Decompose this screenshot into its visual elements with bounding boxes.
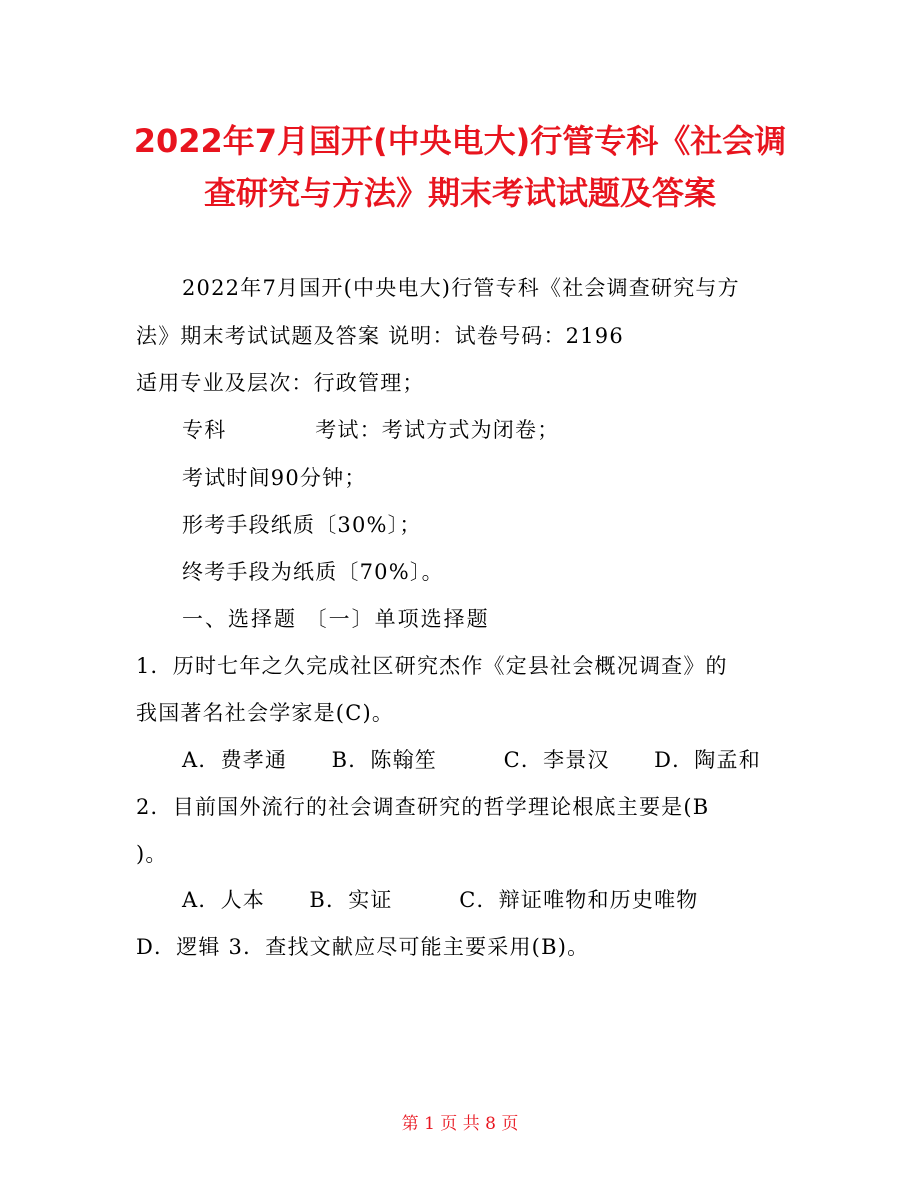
document-title-line-1: 2022年7月国开(中央电大)行管专科《社会调 <box>133 122 787 160</box>
question-2-line-2: )。 <box>136 842 168 866</box>
body-line-exam-time: 考试时间90分钟； <box>182 466 367 490</box>
question-2-line-1: 2．目前国外流行的社会调查研究的哲学理论根底主要是(B <box>136 795 710 819</box>
body-line-exam-mode: 专科 考试：考试方式为闭卷； <box>182 418 560 442</box>
document-title-line-2: 查研究与方法》期末考试试题及答案 <box>203 174 716 212</box>
body-line-major: 适用专业及层次：行政管理； <box>136 371 425 395</box>
body-line-intro-2: 法》期末考试试题及答案 说明：试卷号码：2196 <box>136 324 624 348</box>
question-3-line-1: D．逻辑 3．查找文献应尽可能主要采用(B)。 <box>136 935 590 959</box>
question-2-options: A．人本 B．实证 C．辩证唯物和历史唯物 <box>182 888 699 912</box>
body-line-formative: 形考手段纸质〔30%〕； <box>182 513 422 537</box>
body-line-final: 终考手段为纸质〔70%〕。 <box>182 560 444 584</box>
body-line-intro-1: 2022年7月国开(中央电大)行管专科《社会调查研究与方 <box>182 276 740 300</box>
question-1-line-1: 1．历时七年之久完成社区研究杰作《定县社会概况调查》的 <box>136 654 728 678</box>
question-1-line-2: 我国著名社会学家是(C)。 <box>136 701 395 725</box>
question-1-options: A．费孝通 B．陈翰笙 C．李景汉 D．陶孟和 <box>182 748 761 772</box>
section-heading-choice: 一、选择题 〔一〕单项选择题 <box>182 607 490 631</box>
page-number-footer: 第 1 页 共 8 页 <box>401 1114 519 1134</box>
